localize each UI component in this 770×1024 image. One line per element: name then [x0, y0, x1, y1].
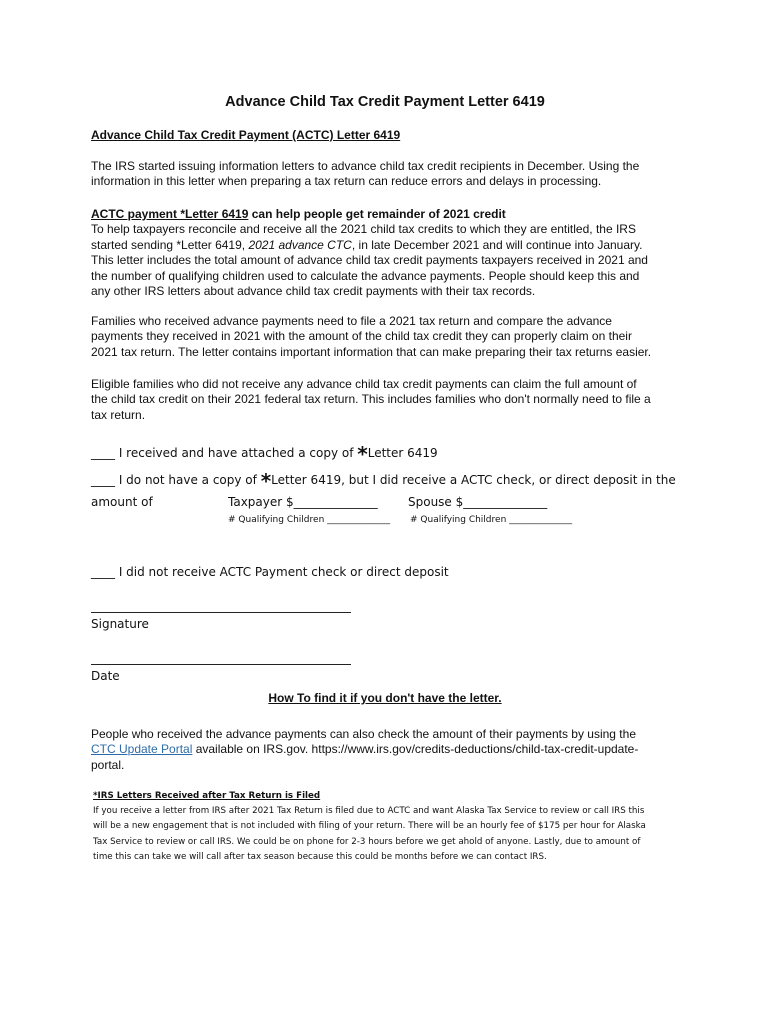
note-heading: *IRS Letters Received after Tax Return is Filed: [93, 791, 321, 801]
irs-letters-note: *IRS Letters Received after Tax Return is Filed If you receive a letter from IRS after 2021 Tax Return is filed due to ACTC and want Alaska Tax Service to review or call IRS this will be a new engagement that is not included with filing of your return. There will be an hourly fee of $175 per hour for Alaska Tax Service to review or call IRS. We could be on phone for 2-3 hours before we get ahold of anyone. Lastly, due to amount of time this can take we will call after tax season because this could be months before we can contact IRS.: [93, 789, 683, 865]
option-no-letter[interactable]: ____ I do not have a copy of *Letter 6419, but I did receive a ACTC check, or direct deposit in the: [91, 469, 676, 493]
section-heading: Advance Child Tax Credit Payment (ACTC) Letter 6419: [91, 128, 401, 142]
actc-heading: ACTC payment *Letter 6419 can help people get remainder of 2021 credit: [91, 207, 506, 221]
signature-label: Signature: [91, 617, 149, 631]
howto-heading: How To find it if you don't have the letter.: [268, 691, 502, 705]
option-no-payment[interactable]: ____ I did not receive ACTC Payment check or direct deposit: [91, 565, 449, 579]
page-title: Advance Child Tax Credit Payment Letter 6419: [225, 94, 545, 110]
ctc-update-portal-link[interactable]: CTC Update Portal: [91, 742, 193, 757]
date-label: Date: [91, 669, 120, 683]
intro-paragraph: The IRS started issuing information letters to advance child tax credit recipients in December. Using the information in this letter when preparing a tax return can reduce errors and delays in processing.: [91, 159, 640, 189]
actc-section: ACTC payment *Letter 6419 can help people get remainder of 2021 credit To help taxpayers reconcile and receive all the 2021 child tax credits to which they are entitled, the IRS started sending *Letter 6419, 2021 advance CTC, in late December 2021 and will continue into January. This letter includes the total amount of advance child tax credit payments taxpayers received in 2021 and the number of qualifying children used to calculate the advance payments. People should keep this and any other IRS letters about advance child tax credit payments with their tax records.: [91, 207, 686, 299]
eligible-paragraph: Eligible families who did not receive any advance child tax credit payments can claim the full amount of the child tax credit on their 2021 federal tax return. This includes families who don't normally need to file a tax return.: [91, 377, 651, 422]
option-received-letter[interactable]: ____ I received and have attached a copy of *Letter 6419: [91, 442, 438, 466]
taxpayer-qualifying-children-field[interactable]: # Qualifying Children ______________: [228, 515, 391, 525]
spouse-qualifying-children-field[interactable]: # Qualifying Children ______________: [410, 515, 573, 525]
date-line[interactable]: [91, 664, 351, 665]
signature-line[interactable]: [91, 612, 351, 613]
amount-of-label: amount of: [91, 495, 153, 509]
taxpayer-amount-field[interactable]: Taxpayer $______________: [228, 495, 378, 509]
howto-paragraph: People who received the advance payments can also check the amount of their payments by using the CTC Update Portal available on IRS.gov. https://www.irs.gov/credits-deductions/child-tax-credit-update- portal.: [91, 727, 639, 772]
families-paragraph: Families who received advance payments need to file a 2021 tax return and compare the advance payments they received in 2021 with the amount of the child tax credit they can properly claim on their 2021 tax return. The letter contains important information that can make preparing their tax returns easier.: [91, 314, 652, 359]
spouse-amount-field[interactable]: Spouse $______________: [408, 495, 548, 509]
